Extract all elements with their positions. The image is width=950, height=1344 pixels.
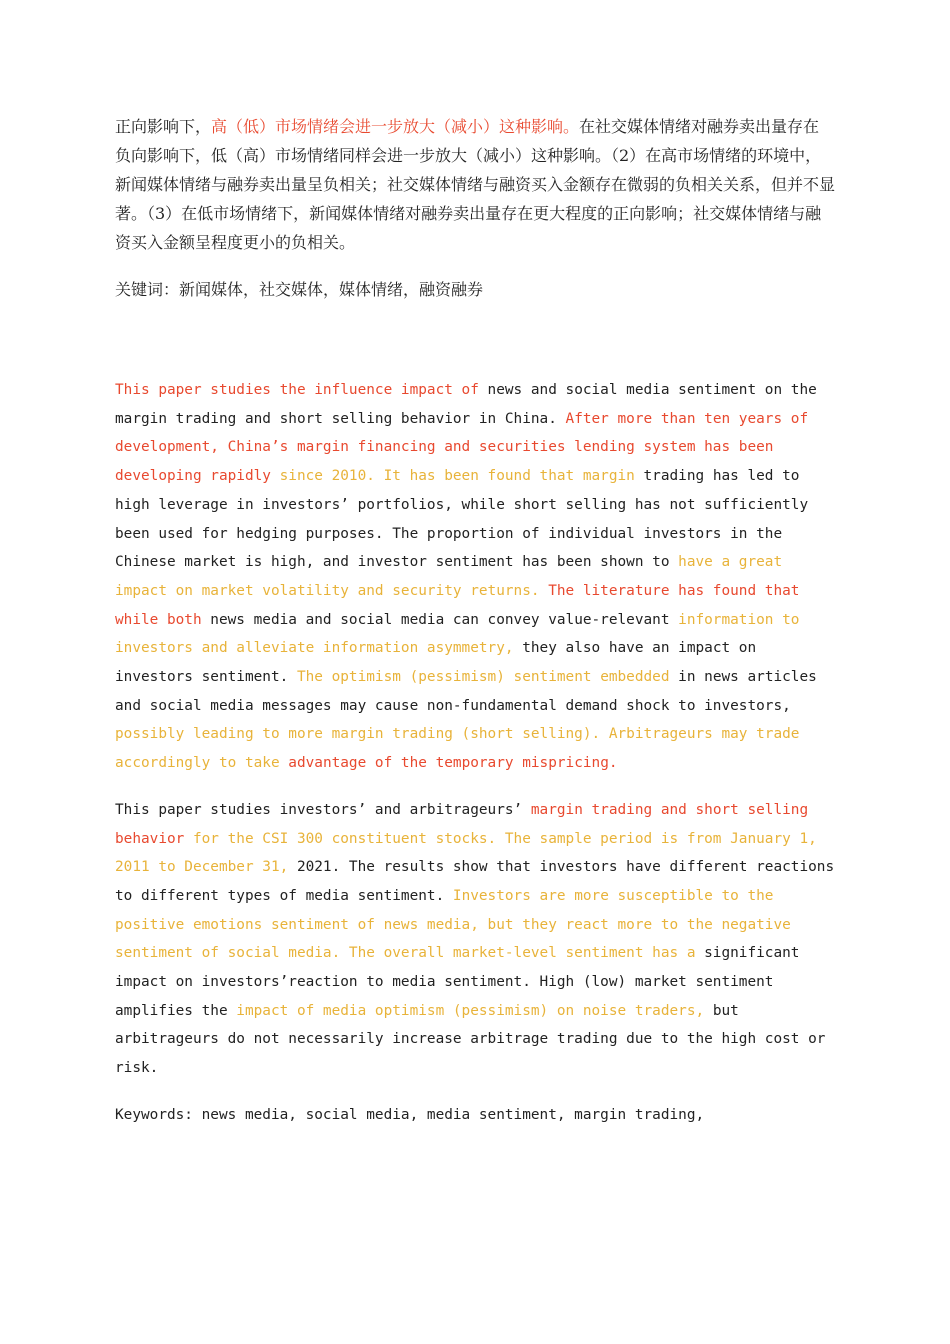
highlighted-text-run: The literature has found that while both xyxy=(115,582,800,628)
highlighted-text-run: since 2010. It has been found that margin xyxy=(270,468,635,485)
text-run: 正向影响下， xyxy=(115,117,212,136)
english-keywords: Keywords: news media, social media, media sentiment, margin trading, xyxy=(115,1106,705,1123)
text-run: in news articles and social media messages may cause non-fundamental demand shock to investors, xyxy=(115,669,817,714)
text-run: news and social media sentiment on the margin trading and short selling behavior in China. xyxy=(115,382,817,427)
document-page xyxy=(115,112,835,1130)
highlighted-text-run: information to investors and alleviate information asymmetry, xyxy=(115,611,800,657)
highlighted-text-run: This paper studies the influence impact of xyxy=(115,382,479,398)
highlighted-text-run: for the CSI 300 constituent stocks. The sample period is from January 1, 2011 to December 31, xyxy=(115,830,817,876)
text-run: significant impact on investors’reaction to media sentiment. High (low) market sentiment amplifies the xyxy=(115,945,800,1019)
text-run: but arbitrageurs do not necessarily increase arbitrage trading due to the high cost or risk. xyxy=(115,1002,826,1077)
text-run: news media and social media can convey value-relevant xyxy=(201,611,679,628)
chinese-keywords: 关键词：新闻媒体，社交媒体，媒体情绪，融资融券 xyxy=(115,280,484,299)
highlighted-text-run: After more than ten years of development, China’s margin financing and securities lending system has been developing rapidly xyxy=(115,410,809,485)
highlighted-text-run: 高（低）市场情绪会进一步放大（减小）这种影响。 xyxy=(211,117,580,136)
text-run: trading has led to high leverage in investors’ portfolios, while short selling has not sufficiently been used for hedging purposes. The proportion of individual investors in the Chinese market is high, and investor sentiment has been shown to xyxy=(115,468,809,571)
text-run: 2021. The results show that investors have different reactions to different types of media sentiment. xyxy=(115,859,835,904)
text-run: they also have an impact on investors sentiment. xyxy=(115,640,757,686)
highlighted-text-run: possibly leading to more margin trading (short selling). Arbitrageurs may trade accordingly to take xyxy=(115,726,800,772)
text-run: 在社交媒体情绪对融券卖出量存在负向影响下，低（高）市场情绪同样会进一步放大（减小）这种影响。（2）在高市场情绪的环境中，新闻媒体情绪与融券卖出量呈负相关；社交媒体情绪与融资买入金额存在微弱的负相关关系，但并不显著。（3）在低市场情绪下，新闻媒体情绪对融券卖出量存在更大程度的正向影响；社交媒体情绪与融资买入金额呈程度更小的负相关。 xyxy=(115,117,836,252)
chinese-abstract-paragraph xyxy=(115,112,835,257)
highlighted-text-run: The optimism (pessimism) sentiment embedded xyxy=(296,669,670,686)
highlighted-text-run: advantage of the temporary mispricing. xyxy=(279,755,618,772)
english-abstract-paragraph-2 xyxy=(115,796,835,1083)
text-run: This paper studies investors’ and arbitrageurs’ xyxy=(115,801,531,818)
english-abstract-paragraph-1 xyxy=(115,376,835,778)
highlighted-text-run: have a great impact on market volatility and security returns. xyxy=(115,554,783,599)
highlighted-text-run: Investors are more susceptible to the positive emotions sentiment of news media, but they react more to the negative sentiment of social media. The overall market-level sentiment has a xyxy=(115,887,791,962)
highlighted-text-run: margin trading and short selling behavior xyxy=(115,801,809,847)
highlighted-text-run: impact of media optimism (pessimism) on noise traders, xyxy=(236,1002,705,1019)
